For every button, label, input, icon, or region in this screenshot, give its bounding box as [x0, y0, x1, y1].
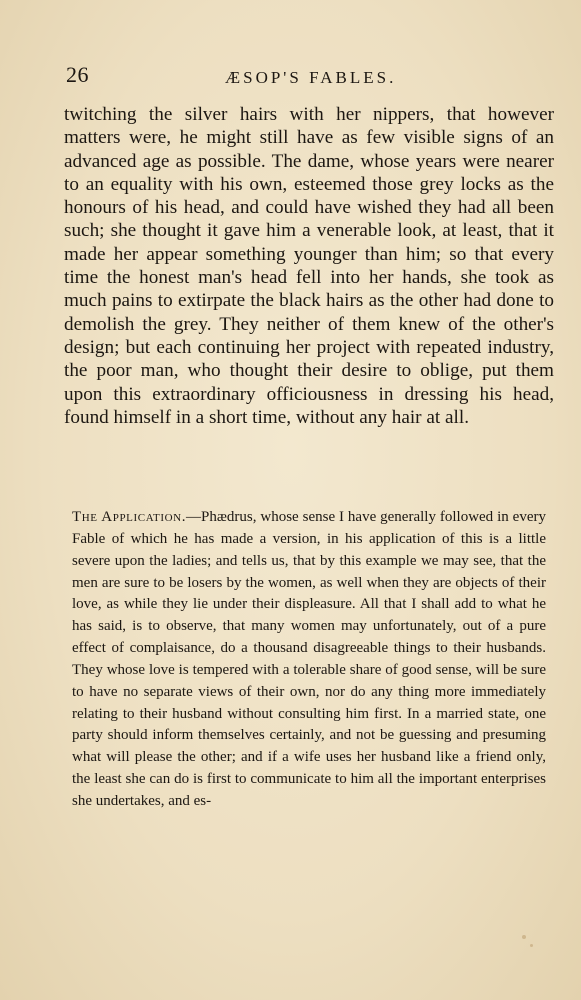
fable-paragraph: twitching the silver hairs with her nippers, that however matters were, he might still have as few visible signs of an advanced age as possible. The dame, whose years were nearer to an equality with his own, esteemed those grey locks as the honours of his head, and could have wished they had all been such; she thought it gave him a venerable look, at least, that it made her appear something younger than him; so that every time the honest man's head fell into her hands, she took as much pains to extirpate the black hairs as the other had done to demolish the grey. They neither of them knew of the other's design; but each continuing her project with repeated industry, the poor man, who thought their desire to oblige, put them upon this extraordinary officiousness in dressing his head, found himself in a short time, without any hair at all. [64, 104, 554, 428]
running-head: ÆSOP'S FABLES. [225, 68, 397, 87]
application-text: —Phædrus, whose sense I have generally followed in every Fable of which he has made a version, in his application of this is a little severe upon the ladies; and tells us, that by this example we may see, that the men are sure to be losers by the women, as well when they are objects of their love, as while they lie under their displeasure. All that I shall add to what he has said, is to observe, that many women may unfortunately, out of a pure effect of complaisance, do a thousand disagreeable things to their husbands. They whose love is tempered with a tolerable share of good sense, will be sure to have no separate views of their own, nor do any thing more immediately relating to their husband without consulting him first. In a married state, one party should inform themselves certainly, and not be guessing and presuming what will please the other; and if a wife uses her husband like a friend only, the least she can do is first to communicate to him all the important enterprises she undertakes, and es- [72, 509, 546, 809]
page-header [66, 62, 536, 92]
application-heading: The Application. [72, 509, 187, 525]
paper-speck [522, 935, 526, 939]
application-paragraph [72, 507, 546, 813]
page-number: 26 [66, 62, 89, 87]
paper-speck [530, 944, 533, 947]
